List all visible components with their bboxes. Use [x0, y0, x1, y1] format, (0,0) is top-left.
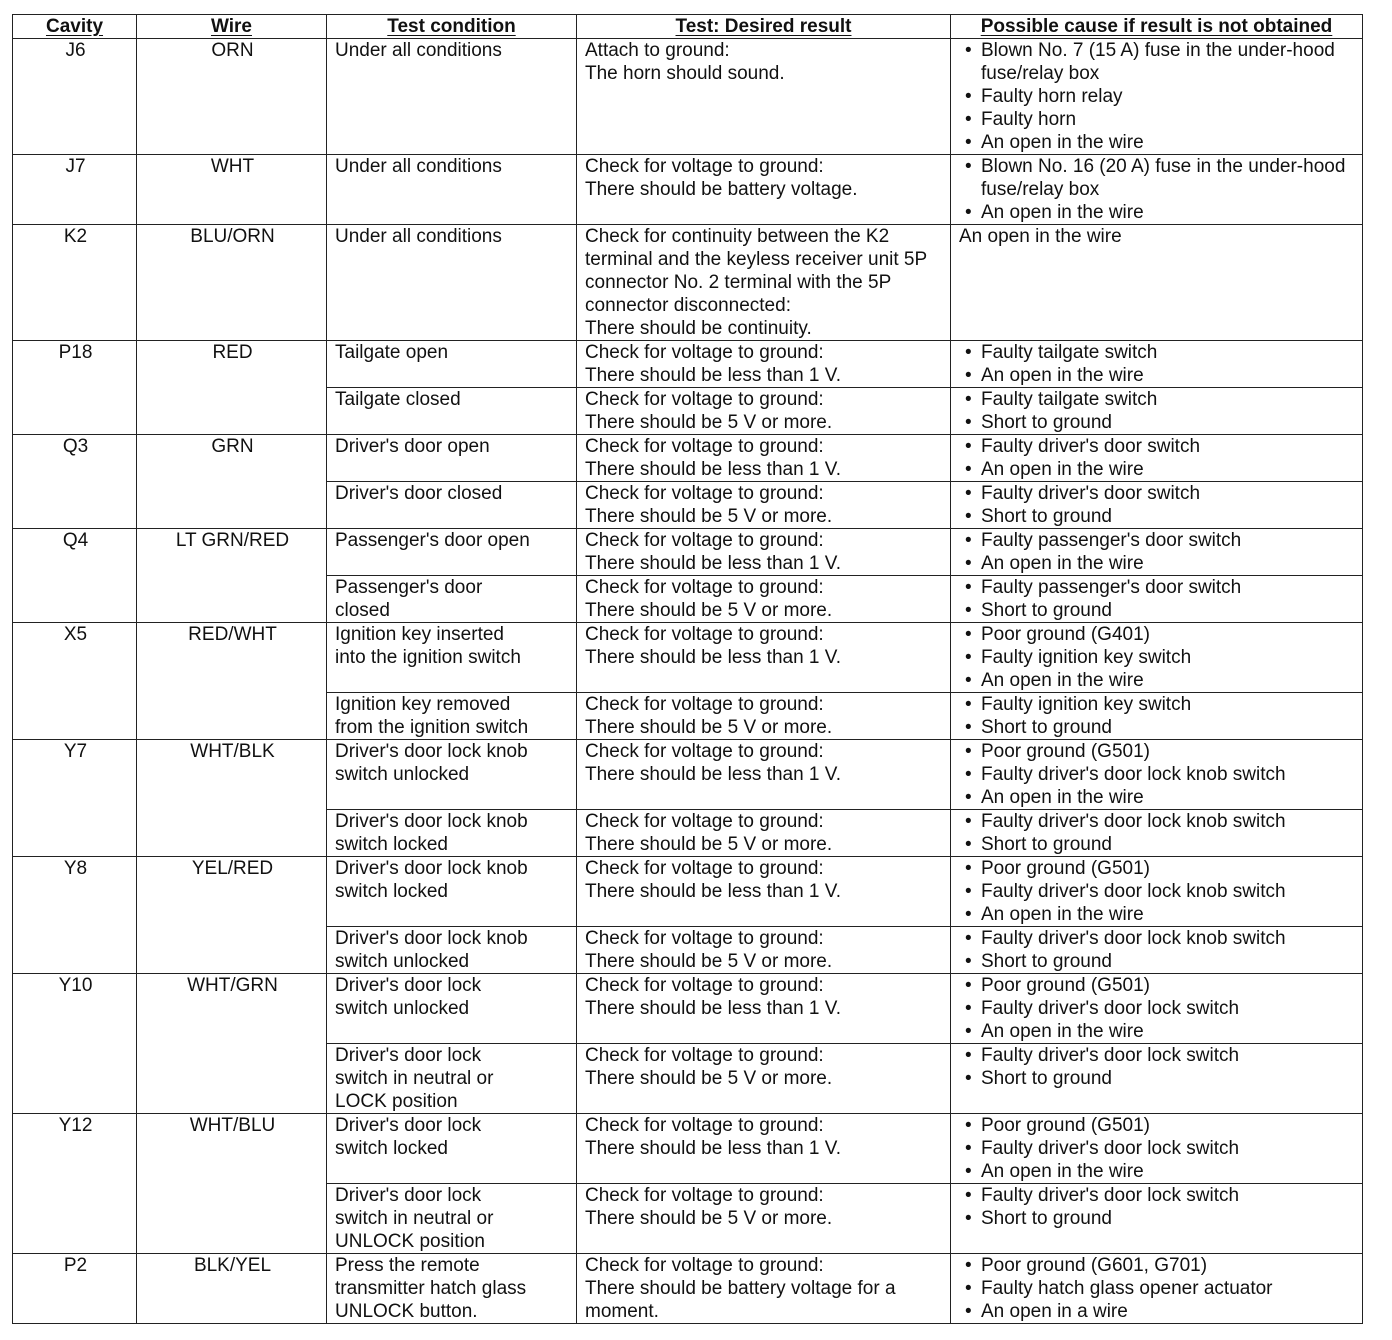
- possible-cause-cell: [951, 740, 1363, 810]
- cause-list-item: • Faulty ignition key switch: [959, 693, 1356, 716]
- desired-result-cell: Check for continuity between the K2 terminal and the keyless receiver unit 5P connector No. 2 terminal with the 5P connector disconnected: There should be continuity.: [577, 225, 951, 341]
- wire-cell: RED/WHT: [137, 623, 327, 740]
- desired-result-cell: Check for voltage to ground: There should be 5 V or more.: [577, 693, 951, 740]
- possible-cause-cell: [951, 1184, 1363, 1254]
- cause-list-item: • An open in the wire: [959, 552, 1356, 575]
- wire-cell: BLU/ORN: [137, 225, 327, 341]
- header-desired-result: [577, 15, 951, 39]
- desired-result-cell: Check for voltage to ground: There should be less than 1 V.: [577, 341, 951, 388]
- cause-list: [959, 435, 1356, 481]
- desired-result-cell: Check for voltage to ground: There should be battery voltage for a moment.: [577, 1254, 951, 1324]
- desired-result-cell: Check for voltage to ground: There should be less than 1 V.: [577, 740, 951, 810]
- cause-list-item: • Poor ground (G501): [959, 974, 1356, 997]
- test-condition-cell: Driver's door open: [327, 435, 577, 482]
- table-row: [13, 341, 1363, 388]
- test-condition-cell: Driver's door lock switch unlocked: [327, 974, 577, 1044]
- cause-list-item: • An open in the wire: [959, 1020, 1356, 1043]
- desired-result-cell: Check for voltage to ground: There should be 5 V or more.: [577, 1044, 951, 1114]
- cavity-cell: Y12: [13, 1114, 137, 1254]
- table-row: [13, 435, 1363, 482]
- cause-list-item: • An open in the wire: [959, 458, 1356, 481]
- cause-list-item: • Poor ground (G401): [959, 623, 1356, 646]
- cause-list: [959, 1184, 1356, 1230]
- cause-list-item: • Poor ground (G501): [959, 1114, 1356, 1137]
- cause-list-item: • Faulty driver's door lock switch: [959, 1184, 1356, 1207]
- header-cavity-label: Cavity: [45, 16, 104, 37]
- test-condition-cell: Under all conditions: [327, 155, 577, 225]
- test-condition-cell: Passenger's door open: [327, 529, 577, 576]
- wire-cell: WHT: [137, 155, 327, 225]
- possible-cause-cell: [951, 857, 1363, 927]
- wire-cell: WHT/BLU: [137, 1114, 327, 1254]
- cause-list: [959, 857, 1356, 926]
- cause-list-item: • Faulty driver's door lock switch: [959, 1044, 1356, 1067]
- wire-cell: RED: [137, 341, 327, 435]
- cavity-cell: J7: [13, 155, 137, 225]
- header-test-condition: [327, 15, 577, 39]
- test-condition-cell: Driver's door lock knob switch unlocked: [327, 740, 577, 810]
- cause-list-item: • Faulty driver's door lock switch: [959, 997, 1356, 1020]
- test-condition-cell: Tailgate open: [327, 341, 577, 388]
- cause-list: [959, 482, 1356, 528]
- troubleshooting-table: [12, 14, 1363, 1324]
- test-condition-cell: Passenger's door closed: [327, 576, 577, 623]
- possible-cause-cell: [951, 974, 1363, 1044]
- cause-list-item: • Faulty driver's door lock knob switch: [959, 880, 1356, 903]
- cause-list-item: • Blown No. 7 (15 A) fuse in the under-hood fuse/relay box: [959, 39, 1356, 85]
- cause-list: [959, 1044, 1356, 1090]
- cavity-cell: P18: [13, 341, 137, 435]
- cause-list-item: • Short to ground: [959, 599, 1356, 622]
- cause-list-item: • Faulty driver's door lock knob switch: [959, 810, 1356, 833]
- cause-list-item: • An open in the wire: [959, 1160, 1356, 1183]
- header-possible-cause: [951, 15, 1363, 39]
- wire-cell: LT GRN/RED: [137, 529, 327, 623]
- possible-cause-cell: [951, 623, 1363, 693]
- table-row: [13, 740, 1363, 810]
- cause-list: [959, 576, 1356, 622]
- table-row: [13, 1114, 1363, 1184]
- cause-list-item: • Faulty horn: [959, 108, 1356, 131]
- cause-list-item: • Short to ground: [959, 716, 1356, 739]
- cavity-cell: Y10: [13, 974, 137, 1114]
- cavity-cell: J6: [13, 39, 137, 155]
- possible-cause-cell: [951, 388, 1363, 435]
- header-wire-label: Wire: [210, 16, 252, 37]
- cause-list: [959, 927, 1356, 973]
- cause-list-item: • Short to ground: [959, 505, 1356, 528]
- cause-list-item: • An open in the wire: [959, 201, 1356, 224]
- cause-list-item: • An open in the wire: [959, 786, 1356, 809]
- test-condition-cell: Ignition key removed from the ignition switch: [327, 693, 577, 740]
- cause-list-item: • Faulty tailgate switch: [959, 388, 1356, 411]
- cause-list-item: • Short to ground: [959, 1207, 1356, 1230]
- cavity-cell: Y7: [13, 740, 137, 857]
- header-cavity: [13, 15, 137, 39]
- possible-cause-cell: [951, 693, 1363, 740]
- cause-list-item: • Poor ground (G601, G701): [959, 1254, 1356, 1277]
- test-condition-cell: Under all conditions: [327, 225, 577, 341]
- test-condition-cell: Tailgate closed: [327, 388, 577, 435]
- possible-cause-cell: [951, 39, 1363, 155]
- cause-list: [959, 1114, 1356, 1183]
- cause-list-item: • Poor ground (G501): [959, 740, 1356, 763]
- cause-list: [959, 341, 1356, 387]
- possible-cause-cell: [951, 576, 1363, 623]
- test-condition-cell: Driver's door lock switch in neutral or LOCK position: [327, 1044, 577, 1114]
- cause-list-item: • Faulty passenger's door switch: [959, 576, 1356, 599]
- cavity-cell: Q3: [13, 435, 137, 529]
- table-row: [13, 623, 1363, 693]
- cause-list-item: • Faulty passenger's door switch: [959, 529, 1356, 552]
- header-wire: [137, 15, 327, 39]
- cause-list: [959, 623, 1356, 692]
- cause-list: [959, 155, 1356, 224]
- possible-cause-cell: [951, 927, 1363, 974]
- cause-list-item: • Poor ground (G501): [959, 857, 1356, 880]
- wire-cell: ORN: [137, 39, 327, 155]
- possible-cause-cell: [951, 341, 1363, 388]
- test-condition-cell: Under all conditions: [327, 39, 577, 155]
- cause-list-item: • An open in the wire: [959, 903, 1356, 926]
- desired-result-cell: Check for voltage to ground: There should be 5 V or more.: [577, 576, 951, 623]
- table-row: [13, 155, 1363, 225]
- cause-list-item: • Short to ground: [959, 950, 1356, 973]
- desired-result-cell: Check for voltage to ground: There should be 5 V or more.: [577, 810, 951, 857]
- wire-cell: GRN: [137, 435, 327, 529]
- desired-result-cell: Check for voltage to ground: There should be 5 V or more.: [577, 388, 951, 435]
- cause-list-item: • Faulty driver's door switch: [959, 435, 1356, 458]
- possible-cause-cell: [951, 1044, 1363, 1114]
- cause-list: [959, 1254, 1356, 1323]
- cavity-cell: Y8: [13, 857, 137, 974]
- table-row: [13, 225, 1363, 341]
- possible-cause-cell: [951, 155, 1363, 225]
- possible-cause-cell: [951, 225, 1363, 341]
- cause-list-item: • Faulty tailgate switch: [959, 341, 1356, 364]
- cause-list-item: • Blown No. 16 (20 A) fuse in the under-hood fuse/relay box: [959, 155, 1356, 201]
- desired-result-cell: Check for voltage to ground: There should be less than 1 V.: [577, 435, 951, 482]
- table-row: [13, 1254, 1363, 1324]
- wire-cell: WHT/GRN: [137, 974, 327, 1114]
- test-condition-cell: Ignition key inserted into the ignition switch: [327, 623, 577, 693]
- cavity-cell: P2: [13, 1254, 137, 1324]
- header-desired-result-label: Test: Desired result: [675, 16, 852, 37]
- test-condition-cell: Driver's door closed: [327, 482, 577, 529]
- cause-list-item: • An open in the wire: [959, 669, 1356, 692]
- desired-result-cell: Check for voltage to ground: There should be less than 1 V.: [577, 529, 951, 576]
- desired-result-cell: Check for voltage to ground: There should be less than 1 V.: [577, 974, 951, 1044]
- desired-result-cell: Check for voltage to ground: There should be 5 V or more.: [577, 482, 951, 529]
- possible-cause-cell: [951, 810, 1363, 857]
- desired-result-cell: Attach to ground: The horn should sound.: [577, 39, 951, 155]
- cause-list: [959, 39, 1356, 154]
- cause-list-item: • Faulty driver's door lock knob switch: [959, 763, 1356, 786]
- test-condition-cell: Driver's door lock knob switch unlocked: [327, 927, 577, 974]
- troubleshooting-table-container: [12, 14, 1362, 1324]
- cause-list-item: • Short to ground: [959, 411, 1356, 434]
- wire-cell: YEL/RED: [137, 857, 327, 974]
- cause-list-item: • Short to ground: [959, 1067, 1356, 1090]
- possible-cause-cell: [951, 482, 1363, 529]
- table-row: [13, 39, 1363, 155]
- table-row: [13, 857, 1363, 927]
- cause-list: [959, 974, 1356, 1043]
- cause-list-item: • Faulty ignition key switch: [959, 646, 1356, 669]
- cause-list-item: • Faulty driver's door switch: [959, 482, 1356, 505]
- cause-list-item: • Faulty hatch glass opener actuator: [959, 1277, 1356, 1300]
- cause-list-item: • Faulty horn relay: [959, 85, 1356, 108]
- cause-list: [959, 740, 1356, 809]
- desired-result-cell: Check for voltage to ground: There should be 5 V or more.: [577, 927, 951, 974]
- header-possible-cause-label: Possible cause if result is not obtained: [980, 16, 1333, 37]
- cause-list: [959, 225, 1356, 248]
- wire-cell: WHT/BLK: [137, 740, 327, 857]
- cause-list-item: • An open in the wire: [959, 364, 1356, 387]
- cause-list-item: • An open in the wire: [959, 131, 1356, 154]
- header-row: [13, 15, 1363, 39]
- possible-cause-cell: [951, 1254, 1363, 1324]
- cause-list-item: • Faulty driver's door lock knob switch: [959, 927, 1356, 950]
- possible-cause-cell: [951, 435, 1363, 482]
- header-test-condition-label: Test condition: [387, 16, 516, 37]
- cavity-cell: K2: [13, 225, 137, 341]
- cause-list-item: • Faulty driver's door lock switch: [959, 1137, 1356, 1160]
- desired-result-cell: Check for voltage to ground: There should be less than 1 V.: [577, 1114, 951, 1184]
- wire-cell: BLK/YEL: [137, 1254, 327, 1324]
- table-row: [13, 529, 1363, 576]
- cause-list: [959, 693, 1356, 739]
- cause-list: [959, 529, 1356, 575]
- cause-list-item: • An open in a wire: [959, 1300, 1356, 1323]
- possible-cause-cell: [951, 1114, 1363, 1184]
- possible-cause-cell: [951, 529, 1363, 576]
- test-condition-cell: Driver's door lock switch in neutral or UNLOCK position: [327, 1184, 577, 1254]
- cause-list-item: An open in the wire: [959, 226, 1122, 247]
- test-condition-cell: Driver's door lock knob switch locked: [327, 857, 577, 927]
- desired-result-cell: Check for voltage to ground: There should be less than 1 V.: [577, 857, 951, 927]
- test-condition-cell: Press the remote transmitter hatch glass UNLOCK button.: [327, 1254, 577, 1324]
- desired-result-cell: Check for voltage to ground: There should be 5 V or more.: [577, 1184, 951, 1254]
- desired-result-cell: Check for voltage to ground: There should be battery voltage.: [577, 155, 951, 225]
- table-body: [13, 39, 1363, 1324]
- test-condition-cell: Driver's door lock switch locked: [327, 1114, 577, 1184]
- cavity-cell: Q4: [13, 529, 137, 623]
- cavity-cell: X5: [13, 623, 137, 740]
- desired-result-cell: Check for voltage to ground: There should be less than 1 V.: [577, 623, 951, 693]
- cause-list-item: • Short to ground: [959, 833, 1356, 856]
- cause-list: [959, 388, 1356, 434]
- table-row: [13, 974, 1363, 1044]
- test-condition-cell: Driver's door lock knob switch locked: [327, 810, 577, 857]
- cause-list: [959, 810, 1356, 856]
